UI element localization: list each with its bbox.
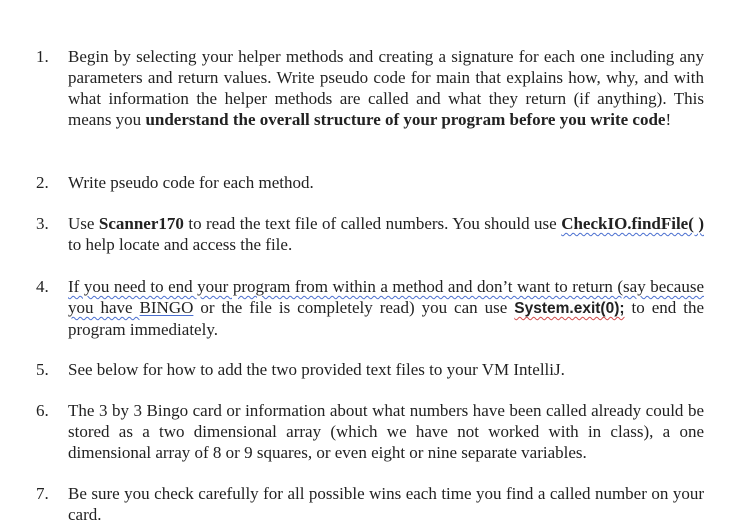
system-exit-code: System.exit(0); [514,300,625,317]
findfile-method-name: CheckIO.findFile( ) [561,214,704,233]
list-item-text: See below for how to add the two provided text files to your VM IntelliJ. [68,360,565,379]
scanner-class-name: Scanner170 [98,214,184,233]
list-number: 4. [36,277,49,296]
list-item-text: Write pseudo code for each method. [68,173,314,192]
list-number: 2. [36,173,49,192]
list-number: 3. [36,214,49,233]
list-number: 5. [36,360,49,379]
list-number: 6. [36,401,49,420]
list-number: 7. [36,484,49,503]
bingo-word: BINGO [139,298,194,317]
list-item-text: Begin by selecting your helper methods and creating a signature for each one including any parameters and return values. Write pseudo code for main that explains how, why, and with what information the helper methods are called and what they return (if anything). This means you understand the overall structure of your program before you write code! [68,47,704,129]
list-item-text: Be sure you check carefully for all possible wins each time you find a called number on your card. [68,484,704,524]
list-item-text: The 3 by 3 Bingo card or information about what numbers have been called already could be stored as a two dimensional array (which we have not worked with in class), a one dimensional array of 8 or 9 squares, or even eight or nine separate variables. [68,401,704,462]
emphasis-text: understand the overall structure of your program before you write code [145,110,666,129]
list-number: 1. [36,47,49,66]
list-item-text: If you need to end your program from within a method and don’t want to return (say because you have BINGO or the file is completely read) you can use System.exit(0); to end the program immediately. [68,277,704,339]
list-item-text: Use Scanner170 to read the text file of called numbers. You should use CheckIO.findFile( ) to help locate and access the file. [68,214,704,254]
